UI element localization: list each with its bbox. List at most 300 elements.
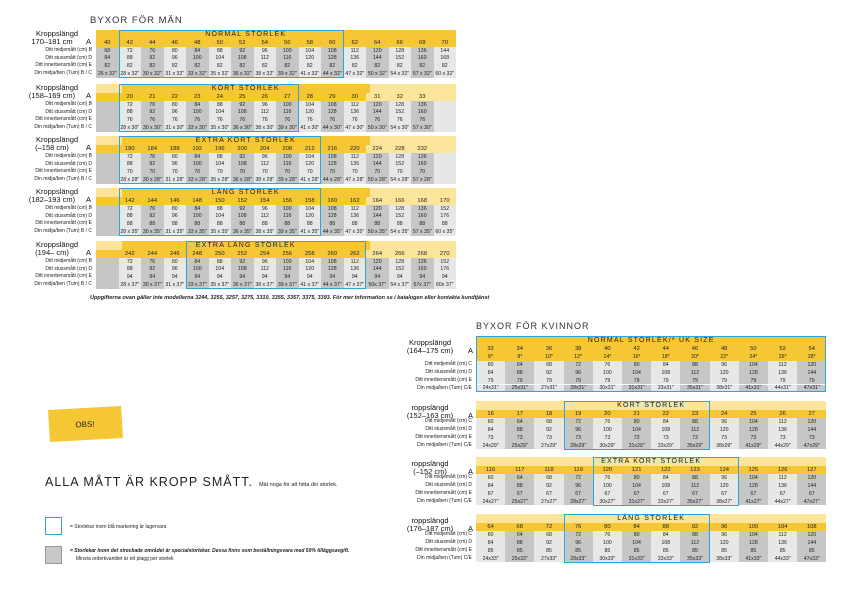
- value-cell: 50 x 30": [367, 125, 387, 132]
- value-cell: 31x27": [622, 498, 651, 506]
- value-cell: 54 x 28": [390, 177, 410, 184]
- value-cell: 160: [411, 109, 434, 117]
- value-cell: 54 x 30": [390, 125, 410, 132]
- value-cell: 104: [209, 213, 232, 221]
- value-cell: 73: [710, 434, 739, 442]
- section-length-range: (194– cm): [35, 248, 69, 257]
- value-cell: 92: [534, 426, 563, 434]
- row-label: Din midja/ben (Tum) C/E: [417, 497, 472, 504]
- value-cell: 128: [321, 55, 344, 63]
- size-cell: 68: [505, 523, 534, 531]
- row-label: Ditt innerbensmått (cm) E: [35, 116, 92, 123]
- uk-size-cell: 20*: [680, 353, 709, 361]
- value-cell: 108: [651, 426, 680, 434]
- value-cell: 116: [276, 109, 299, 117]
- row-label: Ditt midjemått (cm) C: [425, 417, 472, 424]
- uk-size-cell: 10*: [534, 353, 563, 361]
- size-cell: 48: [186, 39, 209, 47]
- size-cell: 48: [710, 345, 739, 353]
- value-cell: 76: [164, 116, 187, 124]
- size-cell: 70: [434, 39, 457, 47]
- value-cell: 31x29": [622, 442, 651, 450]
- size-cell: 150: [209, 197, 232, 205]
- headline-text: ALLA MÅTT ÄR KROPP SMÅTT.: [45, 475, 253, 489]
- size-cell: 66: [389, 39, 412, 47]
- value-cell: 96: [710, 418, 739, 426]
- size-cell: 54: [797, 345, 826, 353]
- value-cell: 41 x 28": [300, 177, 320, 184]
- value-cell: 88: [344, 220, 367, 228]
- value-cell: 152: [434, 205, 457, 213]
- size-cell: 34: [505, 345, 534, 353]
- value-cell: 33 x 28": [187, 177, 207, 184]
- value-cell: 88: [209, 220, 232, 228]
- size-cell: 17: [505, 410, 534, 418]
- value-cell: 128: [389, 47, 412, 55]
- value-cell: 41x31": [739, 385, 768, 393]
- size-cell: 58: [299, 39, 322, 47]
- value-cell: 84: [186, 205, 209, 213]
- value-cell: 76: [299, 116, 322, 124]
- value-cell: 82: [186, 62, 209, 70]
- size-band-label: NORMAL STORLEK: [122, 30, 370, 39]
- value-cell: 73: [534, 434, 563, 442]
- value-cell: 41x27": [739, 498, 768, 506]
- size-cell: 27: [797, 410, 826, 418]
- value-cell: 128: [321, 161, 344, 169]
- value-cell: 85: [564, 547, 593, 555]
- value-cell: 94: [389, 273, 412, 281]
- size-cell: 68: [411, 39, 434, 47]
- size-cell: 124: [710, 466, 739, 474]
- value-cell: 31 x 30": [165, 125, 185, 132]
- value-cell: 72: [564, 531, 593, 539]
- size-cell: 142: [119, 197, 142, 205]
- value-cell: 44x31": [768, 385, 797, 393]
- value-cell: 85: [505, 547, 534, 555]
- value-cell: 72: [564, 361, 593, 369]
- value-cell: 176: [434, 266, 457, 274]
- value-cell: 82: [389, 62, 412, 70]
- value-cell: 80: [164, 205, 187, 213]
- size-cell: 108: [797, 523, 826, 531]
- value-cell: 120: [710, 482, 739, 490]
- value-cell: 82: [276, 62, 299, 70]
- value-cell: 35 x 37": [210, 282, 230, 289]
- uk-size-cell: 16*: [622, 353, 651, 361]
- value-cell: 88: [299, 220, 322, 228]
- value-cell: 108: [231, 109, 254, 117]
- value-cell: 152: [434, 258, 457, 266]
- value-cell: 79: [768, 377, 797, 385]
- value-cell: 26 x 32": [97, 71, 117, 78]
- value-cell: 70: [366, 168, 389, 176]
- value-cell: 88: [680, 418, 709, 426]
- row-label: Ditt midjemått (cm) B: [45, 100, 92, 107]
- size-cell: 16: [476, 410, 505, 418]
- section-length-label: Kroppslängd: [35, 29, 79, 38]
- size-cell: 19: [564, 410, 593, 418]
- value-cell: 144: [797, 369, 826, 377]
- value-cell: 92: [141, 55, 164, 63]
- size-cell: 52: [231, 39, 254, 47]
- size-cell: 18: [534, 410, 563, 418]
- size-cell: 20: [593, 410, 622, 418]
- value-cell: 76: [186, 116, 209, 124]
- value-cell: 100: [186, 161, 209, 169]
- value-cell: 104: [622, 482, 651, 490]
- value-cell: 88: [321, 220, 344, 228]
- size-cell: 26: [768, 410, 797, 418]
- value-cell: 112: [344, 101, 367, 109]
- row-label: Ditt midjemått (cm) B: [45, 204, 92, 211]
- value-cell: 80: [622, 474, 651, 482]
- value-cell: 33x31": [651, 385, 680, 393]
- row-label: Din midja/ben (Tum) B / C: [34, 124, 92, 131]
- value-cell: 100: [593, 539, 622, 547]
- value-cell: 30 x 35": [142, 229, 162, 236]
- value-cell: 136: [768, 426, 797, 434]
- value-cell: 54 x 35": [390, 229, 410, 236]
- value-cell: 39 x 30": [277, 125, 297, 132]
- value-cell: 70: [186, 168, 209, 176]
- value-cell: 100: [186, 266, 209, 274]
- value-cell: 67: [680, 490, 709, 498]
- value-cell: 88: [119, 220, 142, 228]
- value-cell: 73: [622, 434, 651, 442]
- value-cell: 60: [476, 418, 505, 426]
- value-cell: 112: [768, 418, 797, 426]
- value-cell: 120: [797, 474, 826, 482]
- row-label: Ditt stussmått (cm) D: [45, 160, 92, 167]
- value-cell: 82: [141, 62, 164, 70]
- value-cell: 108: [231, 266, 254, 274]
- value-cell: 76: [141, 205, 164, 213]
- value-cell: 47x33": [797, 555, 826, 563]
- section-letter: A: [86, 37, 92, 46]
- value-cell: 112: [254, 161, 277, 169]
- value-cell: 104: [622, 426, 651, 434]
- value-cell: 70: [119, 168, 142, 176]
- value-cell: 96: [710, 531, 739, 539]
- size-cell: 40: [96, 39, 119, 47]
- value-cell: 60 x 35": [435, 229, 455, 236]
- size-cell: 44: [141, 39, 164, 47]
- size-cell: 127: [797, 466, 826, 474]
- row-label: Ditt innerbensmått (cm) E: [35, 168, 92, 175]
- section-length-range: 170–181 cm: [31, 37, 73, 46]
- section-length-label: Kroppslängd: [408, 338, 452, 347]
- size-cell: 24: [710, 410, 739, 418]
- row-label: Ditt stussmått (cm) D: [425, 481, 472, 488]
- size-cell: 80: [593, 523, 622, 531]
- value-cell: 128: [321, 109, 344, 117]
- value-cell: 82: [96, 62, 119, 70]
- size-cell: 44: [651, 345, 680, 353]
- row-label: Ditt stussmått (cm) D: [425, 425, 472, 432]
- value-cell: 31 x 35": [165, 229, 185, 236]
- value-cell: 144: [366, 266, 389, 274]
- value-cell: 36 x 28": [232, 177, 252, 184]
- value-cell: 38 x 35": [255, 229, 275, 236]
- value-cell: 67: [651, 490, 680, 498]
- value-cell: 41 x 35": [300, 229, 320, 236]
- value-cell: 84: [96, 55, 119, 63]
- size-cell: 252: [231, 250, 254, 258]
- men-footnote: Uppgifterna ovan gäller inte modellerna 3244, 3255, 3257, 3275, 3310, 3355, 3357, 3375, 3393. För mer information se i katalogen eller kontakta kundtjänst: [90, 295, 490, 301]
- size-cell: 212: [299, 145, 322, 153]
- row-label: Ditt innerbensmått (cm) E: [35, 62, 92, 69]
- value-cell: 85: [710, 547, 739, 555]
- row-label: Din midja/ben (Tum) B / C: [34, 70, 92, 77]
- value-cell: 47x27": [797, 498, 826, 506]
- value-cell: 104: [299, 47, 322, 55]
- uk-size-cell: 8*: [505, 353, 534, 361]
- value-cell: 152: [389, 161, 412, 169]
- value-cell: 96: [164, 55, 187, 63]
- value-cell: 85: [651, 547, 680, 555]
- size-cell: 24: [209, 93, 232, 101]
- value-cell: 96: [254, 205, 277, 213]
- value-cell: 68: [534, 474, 563, 482]
- value-cell: 44 x 28": [322, 177, 342, 184]
- size-cell: 270: [434, 250, 457, 258]
- value-cell: 47 x 30": [345, 125, 365, 132]
- value-cell: 92: [534, 539, 563, 547]
- value-cell: 73: [505, 434, 534, 442]
- value-cell: 144: [366, 55, 389, 63]
- size-cell: 64: [476, 523, 505, 531]
- value-cell: 96: [164, 161, 187, 169]
- value-cell: 79: [534, 377, 563, 385]
- value-cell: 24x33": [476, 555, 505, 563]
- size-cell: 52: [768, 345, 797, 353]
- value-cell: 24x29": [476, 442, 505, 450]
- value-cell: 96: [564, 426, 593, 434]
- value-cell: 168: [434, 55, 457, 63]
- row-label: Ditt innerbensmått (cm) E: [35, 220, 92, 227]
- value-cell: 88: [680, 361, 709, 369]
- value-cell: 84: [186, 258, 209, 266]
- value-cell: 136: [344, 109, 367, 117]
- value-cell: 112: [768, 474, 797, 482]
- value-cell: 28x33": [564, 555, 593, 563]
- value-cell: 128: [739, 426, 768, 434]
- legend-blue-swatch: [45, 517, 62, 535]
- value-cell: 94: [254, 273, 277, 281]
- value-cell: 120: [366, 258, 389, 266]
- value-cell: 136: [768, 539, 797, 547]
- value-cell: 128: [739, 539, 768, 547]
- value-cell: 112: [254, 55, 277, 63]
- value-cell: 80: [622, 361, 651, 369]
- size-cell: 100: [739, 523, 768, 531]
- value-cell: 104: [622, 369, 651, 377]
- value-cell: 96: [254, 101, 277, 109]
- value-cell: 30 x 32": [142, 71, 162, 78]
- value-cell: 30 x 30": [142, 125, 162, 132]
- value-cell: 76: [593, 474, 622, 482]
- value-cell: 152: [389, 55, 412, 63]
- size-cell: 170: [434, 197, 457, 205]
- row-label: Ditt midjemått (cm) B: [45, 257, 92, 264]
- value-cell: 88: [209, 258, 232, 266]
- size-cell: 46: [164, 39, 187, 47]
- value-cell: 108: [321, 153, 344, 161]
- value-cell: 76: [231, 116, 254, 124]
- value-cell: 112: [254, 109, 277, 117]
- value-cell: 73: [797, 434, 826, 442]
- value-cell: 30 x 37": [142, 282, 162, 289]
- value-cell: 136: [411, 258, 434, 266]
- value-cell: 44x29": [768, 442, 797, 450]
- value-cell: 144: [797, 539, 826, 547]
- value-cell: 41 x 32": [300, 71, 320, 78]
- value-cell: 60: [476, 531, 505, 539]
- value-cell: 70: [164, 168, 187, 176]
- size-cell: 224: [366, 145, 389, 153]
- value-cell: 79: [476, 377, 505, 385]
- value-cell: 70: [389, 168, 412, 176]
- value-cell: 88: [141, 220, 164, 228]
- value-cell: 44 x 30": [322, 125, 342, 132]
- obs-label: OBS!: [75, 419, 95, 429]
- value-cell: 120: [299, 266, 322, 274]
- value-cell: 96: [564, 539, 593, 547]
- value-cell: 70: [344, 168, 367, 176]
- value-cell: 67: [768, 490, 797, 498]
- size-cell: 246: [164, 250, 187, 258]
- section-letter: A: [86, 91, 92, 100]
- value-cell: 80: [622, 418, 651, 426]
- size-cell: 196: [209, 145, 232, 153]
- value-cell: 79: [680, 377, 709, 385]
- value-cell: 94: [344, 273, 367, 281]
- row-label: Ditt innerbensmått (cm) E: [415, 489, 472, 496]
- value-cell: 176: [434, 213, 457, 221]
- value-cell: 67: [534, 490, 563, 498]
- value-cell: 100: [186, 213, 209, 221]
- value-cell: 120: [366, 47, 389, 55]
- value-cell: 94: [186, 273, 209, 281]
- size-cell: 126: [768, 466, 797, 474]
- value-cell: 100: [593, 369, 622, 377]
- value-cell: 104: [739, 531, 768, 539]
- value-cell: 50 x 35": [367, 229, 387, 236]
- uk-size-cell: 18*: [651, 353, 680, 361]
- value-cell: 152: [389, 266, 412, 274]
- value-cell: 92: [231, 153, 254, 161]
- value-cell: 128: [739, 482, 768, 490]
- value-cell: 79: [622, 377, 651, 385]
- value-cell: 67: [593, 490, 622, 498]
- value-cell: 108: [321, 101, 344, 109]
- size-cell: 104: [768, 523, 797, 531]
- value-cell: 85: [739, 547, 768, 555]
- uk-size-cell: 26*: [768, 353, 797, 361]
- value-cell: 82: [321, 62, 344, 70]
- value-cell: 27x27": [534, 498, 563, 506]
- row-label: Din midja/ben (Tum) B / C: [34, 176, 92, 183]
- value-cell: 84: [651, 418, 680, 426]
- value-cell: 120: [299, 55, 322, 63]
- value-cell: 96: [564, 369, 593, 377]
- value-cell: 92: [231, 101, 254, 109]
- legend-grey-note: Minsta orderkvantitet är ett plagg per storlek: [76, 556, 174, 562]
- value-cell: 108: [231, 161, 254, 169]
- value-cell: 73: [768, 434, 797, 442]
- value-cell: 96: [710, 474, 739, 482]
- size-cell: 184: [141, 145, 164, 153]
- value-cell: 120: [710, 539, 739, 547]
- value-cell: 70: [231, 168, 254, 176]
- headline-subtext: Mät noga för att hitta din storlek.: [258, 482, 338, 488]
- value-cell: 120: [299, 109, 322, 117]
- section-letter: A: [86, 195, 92, 204]
- value-cell: 116: [276, 266, 299, 274]
- value-cell: 104: [622, 539, 651, 547]
- value-cell: 76: [209, 116, 232, 124]
- size-band-label: LÅNG STORLEK: [122, 188, 370, 197]
- value-cell: 38 x 28": [255, 177, 275, 184]
- value-cell: 44 x 35": [322, 229, 342, 236]
- value-cell: 82: [434, 62, 457, 70]
- size-cell: 64: [366, 39, 389, 47]
- value-cell: 67: [564, 490, 593, 498]
- value-cell: 88: [119, 55, 142, 63]
- value-cell: 104: [299, 101, 322, 109]
- section-length-range: (164–175 cm): [406, 346, 454, 355]
- uk-size-cell: 28*: [797, 353, 826, 361]
- value-cell: 57 x 30": [412, 125, 432, 132]
- value-cell: 76: [389, 116, 412, 124]
- size-cell: 180: [119, 145, 142, 153]
- value-cell: 76: [321, 116, 344, 124]
- row-label: Ditt stussmått (cm) D: [45, 212, 92, 219]
- value-cell: 28 x 35": [120, 229, 140, 236]
- row-label: Ditt midjemått (cm) C: [425, 360, 472, 367]
- value-cell: 85: [593, 547, 622, 555]
- size-cell: 264: [366, 250, 389, 258]
- section-letter: A: [468, 411, 474, 420]
- value-cell: 104: [209, 161, 232, 169]
- value-cell: 82: [164, 62, 187, 70]
- value-cell: 144: [366, 213, 389, 221]
- value-cell: 128: [389, 258, 412, 266]
- size-band-label: KORT STORLEK: [476, 401, 826, 410]
- value-cell: 128: [739, 369, 768, 377]
- value-cell: 94: [299, 273, 322, 281]
- value-cell: 73: [593, 434, 622, 442]
- uk-size-cell: 24*: [739, 353, 768, 361]
- size-cell: 116: [476, 466, 505, 474]
- value-cell: 94: [276, 273, 299, 281]
- value-cell: 67: [710, 490, 739, 498]
- value-cell: 76: [411, 116, 434, 124]
- section-letter: A: [468, 524, 474, 533]
- value-cell: 41x29": [739, 442, 768, 450]
- value-cell: 92: [534, 369, 563, 377]
- value-cell: 88: [254, 220, 277, 228]
- value-cell: 70: [321, 168, 344, 176]
- value-cell: 76: [344, 116, 367, 124]
- size-cell: 36: [534, 345, 563, 353]
- size-cell: 50: [209, 39, 232, 47]
- value-cell: 120: [366, 101, 389, 109]
- women-title: BYXOR FÖR KVINNOR: [476, 321, 590, 331]
- value-cell: 47 x 37": [345, 282, 365, 289]
- value-cell: 70: [411, 168, 434, 176]
